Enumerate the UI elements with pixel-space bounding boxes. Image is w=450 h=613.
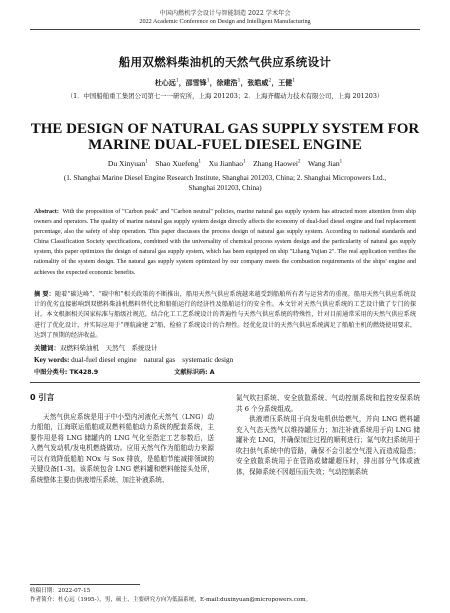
cn-author-5: ，王健	[271, 78, 293, 87]
paragraph: 供液增压系统用于向发电机供给燃气，并向 LNG 燃料罐充入气态天然气以维持罐压力；加注补液系统用于向 LNG 储罐补充 LNG，并确保加注过程的顺利进行；氮气吹扫系统用于吹扫供气系统中的管路，确保不会引起空气混入而造成隐患；安全放散系统用于在管路或储罐超压时，排出部分气体或液体，保障系统不因超压而失效；气动控制系统	[236, 415, 420, 476]
en-affiliation: (1. Shanghai Marine Diesel Engine Research Institute, Shanghai 201203, China; 2. Shanghai Micropowers Ltd., Shanghai 201203, China)	[63, 174, 387, 192]
abstract-text: With the proposition of "Carbon peak" and "Carbon neutral" policies, marine natural gas supply system has attracted more attention from ship owners and operators. The quality of marine natural gas supply system design directly affects the economy of dual-fuel diesel engine and fuel replacement percentage, also the safety of ship operation. This paper discusses the process design of natural gas supply system. According to national standards and China Classification Society specifications, combined with the universality of chemical process system design and the particularity of natural gas supply system, this paper optimizes the design of natural gas supply system, which has been equipped on ship "Lihang Yujian 2". The real application verifies the rationality of the system design. The natural gas supply system optimized by our company meets the combustion requirements of the ships' engine and achieves the expected economic benefits.	[34, 209, 416, 276]
received-date: 收稿日期：2022-07-15	[30, 588, 91, 594]
zhaiyao-label: 摘 要：	[34, 290, 55, 298]
footnote-rule	[30, 584, 140, 585]
cn-author-3: ，徐建浩	[209, 78, 238, 87]
en-title: THE DESIGN OF NATURAL GAS SUPPLY SYSTEM FOR MARINE DUAL-FUEL DIESEL ENGINE	[30, 121, 420, 153]
header-rule	[30, 29, 420, 30]
running-head-en: 2022 Academic Conference on Design and Intelligent Manufacturing	[139, 18, 311, 25]
keywords-cn: 关键词：双燃料柴油机 天然气 系统设计	[34, 344, 158, 353]
zhaiyao-text: 随着“碳达峰”、“碳中和”相关政策的不断推出，船用天然气供应系统越来越受到船舶所有者与运营者的重视。船用天然气供应系统设计的优劣直接影响到双燃料柴油机燃料替代比和船舶运行的经济性及船舶运行的安全性。本文针对天然气供应系统的工艺设计做了专门的探讨。本文根据相关国家标准与船级社规范，结合化工工艺系统设计的普遍性与天然气供应系统的特殊性，针对目前通常采用的天然气供应系统进行了优化设计，并实际应用于“理航渝建 2”船，检验了系统设计的合理性。经优化设计的天然气供应系统满足了船舶主机的燃烧使用要求，达到了预期的经济收益。	[34, 290, 417, 339]
classification-meta	[34, 367, 416, 376]
body-rule	[30, 382, 420, 383]
cn-author-2: ，邵雪锋	[178, 78, 207, 87]
en-authors: Du Xinyuan$^1$ Shao Xuefeng$^1$ Xu Jianhao$^1$ Zhang Haowei$^2$ Wang Jian$^1$	[107, 159, 343, 168]
section-heading: 0 引言	[30, 393, 55, 403]
running-head-cn: 中国内燃机学会设计与智能制造 2022 学术年会	[159, 10, 291, 17]
body-columns	[30, 393, 420, 485]
abstract-label: Abstract:	[34, 209, 59, 215]
column-left	[30, 393, 214, 485]
footnote	[30, 587, 420, 604]
paragraph: 氮气吹扫系统、安全放散系统、气动控制系统和监控安保系统共 6 个分系统组成。	[236, 394, 420, 413]
doc-code: 文献标识码: A	[174, 369, 215, 377]
cn-author-4: ，张皓威	[240, 78, 269, 87]
clc-number: 中图分类号: TK428.9	[34, 369, 99, 377]
paragraph: 天然气供应系统是用于中小型内河液化天然气（LNG）动力船舶，江海联运船舶或双燃料船舶动力系统的配套系统，主要作用是将 LNG 储罐内的 LNG 气化至指定工艺参数后，送入燃气发动机/发电机燃烧做功。应用天然气作为船舶动力来源可以有效降低船舶 NOx 与 Sox 排放，是船舶节能减排领域的关键设备[1-3]。该系统包含 LNG 燃料罐和燃料舱接头处所，系统整体主要由供液增压系统、加注补液系统、	[30, 412, 214, 484]
keywords-en: Key words: dual-fuel diesel engine natural gas systematic design	[34, 356, 234, 365]
column-right	[236, 393, 420, 485]
cn-author-1: 杜心远	[154, 78, 176, 87]
cn-authors: 杜心远$^1$，邵雪锋$^1$，徐建浩$^1$，张皓威$^2$，王健$^1$	[154, 78, 296, 87]
running-head	[30, 0, 420, 26]
cn-title: 船用双燃料柴油机的天然气供应系统设计	[118, 55, 332, 69]
abstract-en	[34, 207, 416, 278]
cn-affiliation: （1．中国船舶重工集团公司第七一一研究所，上海 201203；2．上海齐耀动力技术有限公司，上海 201203）	[66, 92, 384, 100]
abstract-cn	[34, 290, 416, 341]
author-bio: 作者简介：杜心远（1995-），男，硕士，主要研究方向为低温系统，E-mail:duxinyuan@micropowers.com。	[30, 596, 312, 603]
